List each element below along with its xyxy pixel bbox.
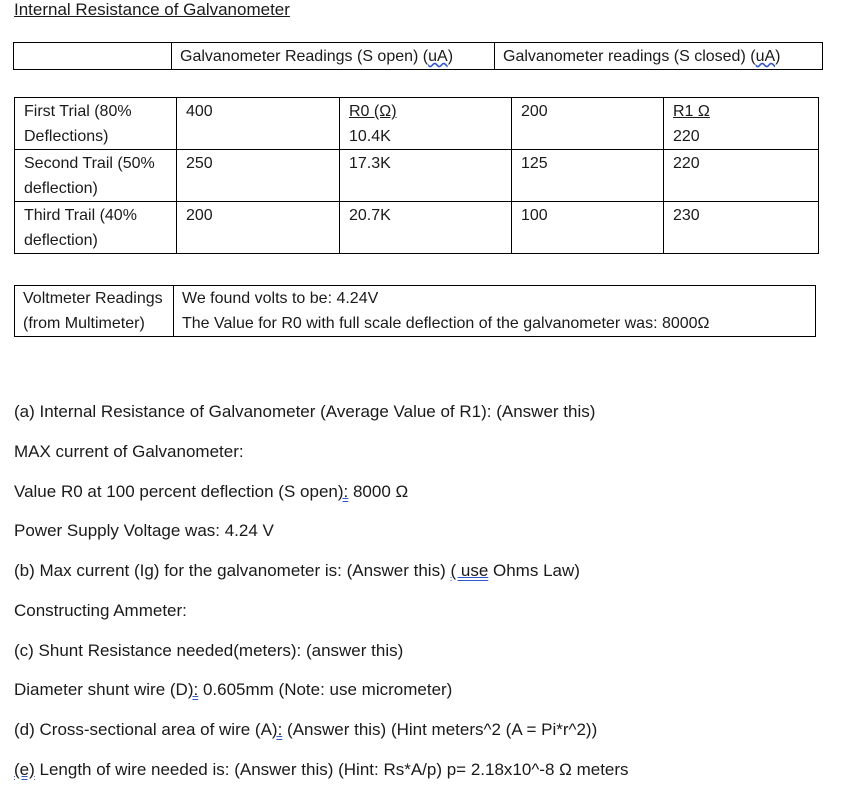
table-row [15,98,819,150]
question-b [14,560,580,582]
r0-line-mark: ): [337,482,349,501]
open-reading: 400 [177,98,340,150]
question-d-tail: (Answer this) (Hint meters^2 (A = Pi*r^2)) [282,720,598,739]
r0-value: 10.4K [349,128,391,145]
r0-cell [340,98,512,150]
question-e [14,759,629,781]
trials-table [14,97,819,254]
r1-value: 230 [664,202,819,254]
question-d-mark: ): [271,720,283,739]
closed-reading: 200 [512,98,664,150]
r0-value: 17.3K [340,150,512,202]
question-d-text: (d) Cross-sectional area of wire (A [14,720,272,739]
question-a: (a) Internal Resistance of Galvanometer (Average Value of R1): (Answer this) [14,402,596,421]
diameter-value: 0.605mm (Note: use micrometer) [198,680,453,699]
trial-label: Second Trail (50% deflection) [15,150,177,202]
r0-line-value: 8000 Ω [348,482,409,501]
closed-reading: 125 [512,150,664,202]
diameter-line [14,679,452,701]
question-e-text: Length of wire needed is: (Answer this) (Hint: Rs*A/p) p= 2.18x10^-8 Ω meters [34,760,629,779]
max-current-heading: MAX current of Galvanometer: [14,442,244,461]
r0-header: R0 (Ω) [349,103,397,120]
open-reading: 250 [177,150,340,202]
question-b-text: (b) Max current (Ig) for the galvanometer is: (Answer this) [14,561,451,580]
header-empty-cell [14,43,172,70]
question-b-tail: Ohms Law) [488,561,580,580]
r0-value: 20.7K [340,202,512,254]
voltmeter-label: Voltmeter Readings (from Multimeter) [15,286,174,337]
r0-line-text: Value R0 at 100 percent deflection (S open [14,482,338,501]
document-title: Internal Resistance of Galvanometer [14,0,290,19]
question-e-mark: (e) [14,760,35,779]
closed-reading: 100 [512,202,664,254]
r1-cell [664,98,819,150]
diameter-text: Diameter shunt wire (D [14,680,188,699]
voltmeter-values [174,286,816,337]
constructing-ammeter-heading: Constructing Ammeter: [14,601,187,620]
header-s-open: Galvanometer Readings (S open) (uA) [172,43,495,70]
table-row [15,150,819,202]
open-reading: 200 [177,202,340,254]
trial-label: First Trial (80% Deflections) [15,98,177,150]
readings-header-table [13,42,823,70]
r0-full-scale-line [14,481,408,503]
trial-label: Third Trail (40% deflection) [15,202,177,254]
voltmeter-line-1: We found volts to be: 4.24V [182,290,379,307]
r1-header: R1 Ω [673,103,710,120]
question-d [14,719,597,741]
voltmeter-table [14,285,816,337]
table-row [15,202,819,254]
header-s-closed: Galvanometer readings (S closed) (uA) [495,43,823,70]
question-b-mark: ( use [450,561,489,580]
diameter-mark: ): [187,680,199,699]
r1-value: 220 [673,128,700,145]
supply-voltage-line: Power Supply Voltage was: 4.24 V [14,521,274,540]
voltmeter-line-2: The Value for R0 with full scale deflection of the galvanometer was: 8000Ω [182,315,710,332]
question-c: (c) Shunt Resistance needed(meters): (answer this) [14,641,404,660]
r1-value: 220 [664,150,819,202]
